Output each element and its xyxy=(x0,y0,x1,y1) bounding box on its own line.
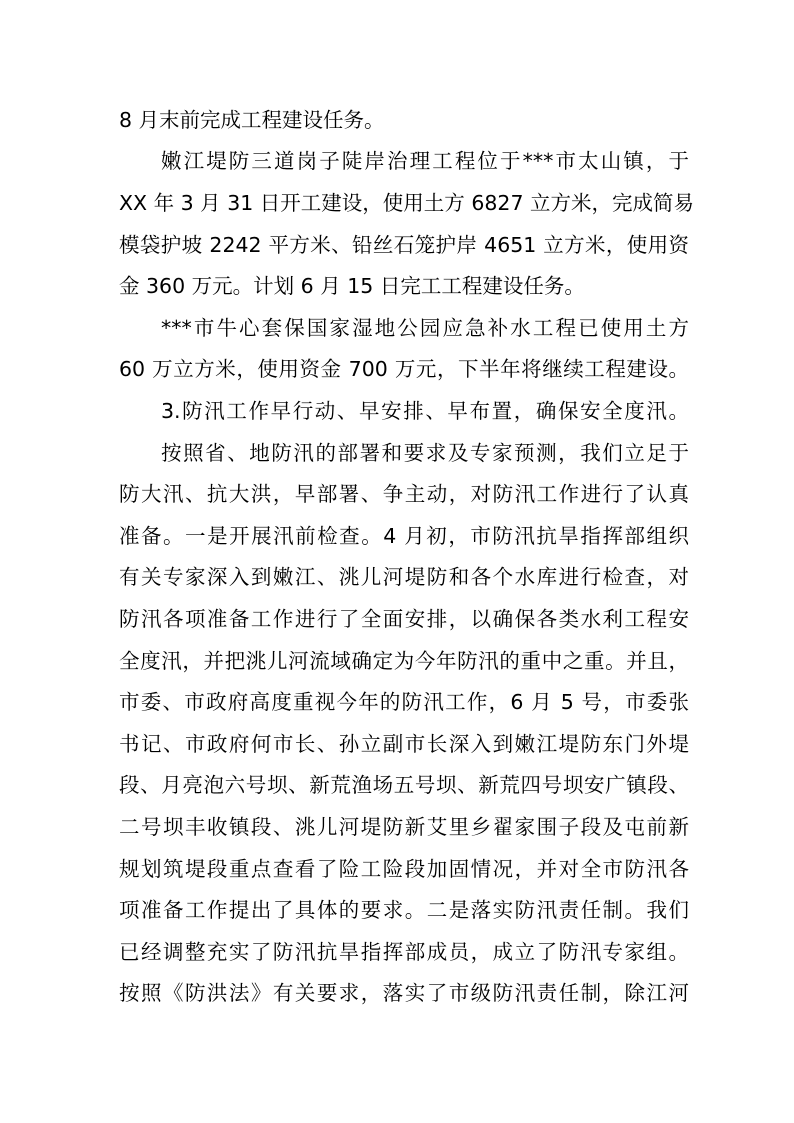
text-line: 60 万立方米，使用资金 700 万元，下半年将继续工程建设。 xyxy=(119,357,689,381)
text-line: 二号坝丰收镇段、洮儿河堤防新艾里乡翟家围子段及屯前新 xyxy=(119,815,689,839)
text-line: 准备。一是开展汛前检查。4 月初，市防汛抗旱指挥部组织 xyxy=(119,524,689,548)
text-line: 防汛各项准备工作进行了全面安排，以确保各类水利工程安 xyxy=(119,607,689,631)
text-line: 有关专家深入到嫩江、洮儿河堤防和各个水库进行检查，对 xyxy=(119,565,689,589)
paragraph-first-line: 按照省、地防汛的部署和要求及专家预测，我们立足于 xyxy=(161,441,689,465)
text-line: 书记、市政府何市长、孙立副市长深入到嫩江堤防东门外堤 xyxy=(119,732,689,756)
text-line: 8 月末前完成工程建设任务。 xyxy=(119,108,385,132)
text-line: 已经调整充实了防汛抗旱指挥部成员，成立了防汛专家组。 xyxy=(119,940,689,964)
text-line: 金 360 万元。计划 6 月 15 日完工工程建设任务。 xyxy=(119,274,585,298)
text-line: 防大汛、抗大洪，早部署、争主动，对防汛工作进行了认真 xyxy=(119,482,689,506)
text-line: 模袋护坡 2242 平方米、铅丝石笼护岸 4651 立方米，使用资 xyxy=(119,233,689,257)
text-line: 段、月亮泡六号坝、新荒渔场五号坝、新荒四号坝安广镇段、 xyxy=(119,773,689,797)
paragraph-first-line: 嫩江堤防三道岗子陡岸治理工程位于***市太山镇，于 xyxy=(161,149,689,173)
text-line: 全度汛，并把洮儿河流域确定为今年防汛的重中之重。并且， xyxy=(119,649,689,673)
text-line: 规划筑堤段重点查看了险工险段加固情况，并对全市防汛各 xyxy=(119,857,689,881)
text-line: 市委、市政府高度重视今年的防汛工作，6 月 5 号，市委张 xyxy=(119,690,689,714)
paragraph-first-line: ***市牛心套保国家湿地公园应急补水工程已使用土方 xyxy=(161,316,689,340)
text-line: 项准备工作提出了具体的要求。二是落实防汛责任制。我们 xyxy=(119,898,689,922)
text-line: XX 年 3 月 31 日开工建设，使用土方 6827 立方米，完成简易 xyxy=(119,191,694,215)
text-line: 按照《防洪法》有关要求，落实了市级防汛责任制，除江河 xyxy=(119,981,689,1005)
section-heading: 3.防汛工作早行动、早安排、早布置，确保安全度汛。 xyxy=(161,399,689,423)
